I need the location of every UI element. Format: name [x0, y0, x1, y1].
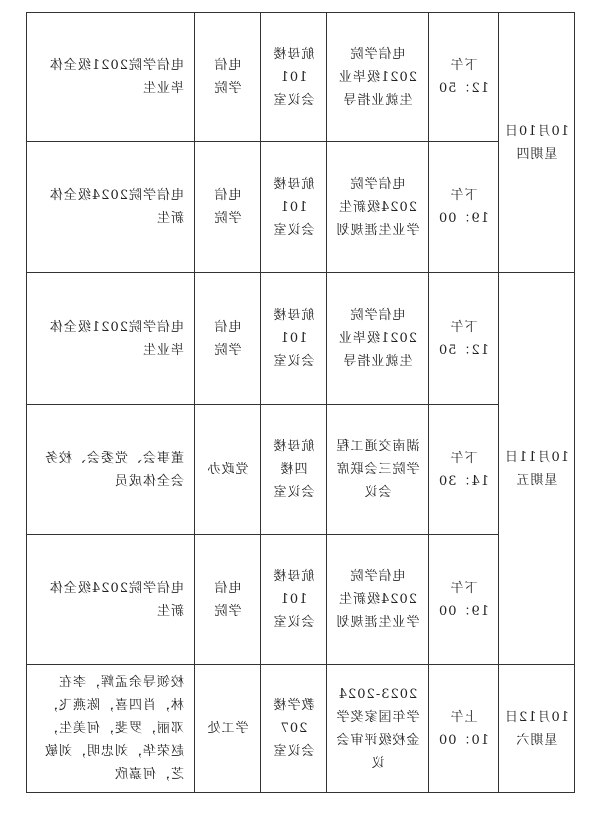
content-cell: 电信学院2021级毕业生就业指导 — [327, 13, 429, 142]
participants-cell: 董事会、党委会、校务会全体成员 — [27, 405, 195, 535]
venue-cell: 航母楼 101 会议室 — [261, 142, 327, 273]
organizer-cell: 电信 学院 — [195, 273, 261, 405]
participants-cell: 校领导余孟辉，李在林，肖四喜，陈燕飞，邓丽，罗斐，何美生，赵荣华，刘忠明，刘敏芝，何嘉欣 — [27, 665, 195, 793]
date-cell — [499, 13, 575, 273]
time-period: 下午 — [449, 188, 478, 203]
organizer-cell: 电信 学院 — [195, 142, 261, 273]
time-clock: 14：30 — [437, 473, 490, 489]
time-period: 下午 — [449, 58, 478, 73]
time-clock: 12：50 — [437, 81, 490, 96]
date-cell — [499, 273, 575, 665]
table-row — [27, 405, 575, 535]
time-cell — [429, 405, 499, 535]
time-period: 下午 — [449, 319, 478, 335]
time-period: 下午 — [449, 580, 478, 596]
time-clock: 10：00 — [437, 732, 490, 748]
table-row — [27, 665, 575, 793]
organizer-cell: 电信 学院 — [195, 535, 261, 665]
date-day: 10月12日 — [503, 709, 570, 725]
content-cell: 湖南交通工程学院三会联席会议 — [327, 405, 429, 535]
organizer-cell: 电信 学院 — [195, 13, 261, 142]
organizer-cell: 党政办 — [195, 405, 261, 535]
time-clock: 12：50 — [437, 342, 490, 358]
time-cell — [429, 142, 499, 273]
venue-cell: 航母楼 101 会议室 — [261, 13, 327, 142]
table-row — [27, 142, 575, 273]
content-cell: 电信学院2021级毕业生就业指导 — [327, 273, 429, 405]
organizer-cell: 学工处 — [195, 665, 261, 793]
time-period: 上午 — [449, 709, 478, 725]
table-row — [27, 273, 575, 405]
venue-cell: 航母楼 101 会议室 — [261, 535, 327, 665]
time-cell — [429, 13, 499, 142]
table-row — [27, 535, 575, 665]
content-cell: 电信学院2024级新生学业生涯规划 — [327, 535, 429, 665]
date-weekday: 星期四 — [515, 146, 558, 162]
time-period: 下午 — [449, 450, 478, 466]
date-weekday: 星期五 — [515, 472, 558, 488]
date-day: 10月10日 — [503, 123, 570, 139]
participants-cell: 电信学院2021级全体毕业生 — [27, 273, 195, 405]
venue-cell: 航母楼 101 会议室 — [261, 273, 327, 405]
participants-cell: 电信学院2024级全体新生 — [27, 142, 195, 273]
content-cell: 2023-2024学年国家奖学金校级评审会议 — [327, 665, 429, 793]
participants-cell: 电信学院2024级全体新生 — [27, 535, 195, 665]
date-weekday: 星期六 — [515, 732, 558, 748]
table-row — [27, 13, 575, 142]
content-cell: 电信学院2024级新生学业生涯规划 — [327, 142, 429, 273]
date-day: 10月11日 — [503, 449, 570, 465]
schedule-table — [26, 12, 575, 793]
time-cell — [429, 273, 499, 405]
time-clock: 19：00 — [437, 211, 490, 226]
time-cell — [429, 535, 499, 665]
date-cell — [499, 665, 575, 793]
time-cell — [429, 665, 499, 793]
venue-cell: 教学楼 207 会议室 — [261, 665, 327, 793]
time-clock: 19：00 — [437, 603, 490, 619]
participants-cell: 电信学院2021级全体毕业生 — [27, 13, 195, 142]
venue-cell: 航母楼 四楼 会议室 — [261, 405, 327, 535]
